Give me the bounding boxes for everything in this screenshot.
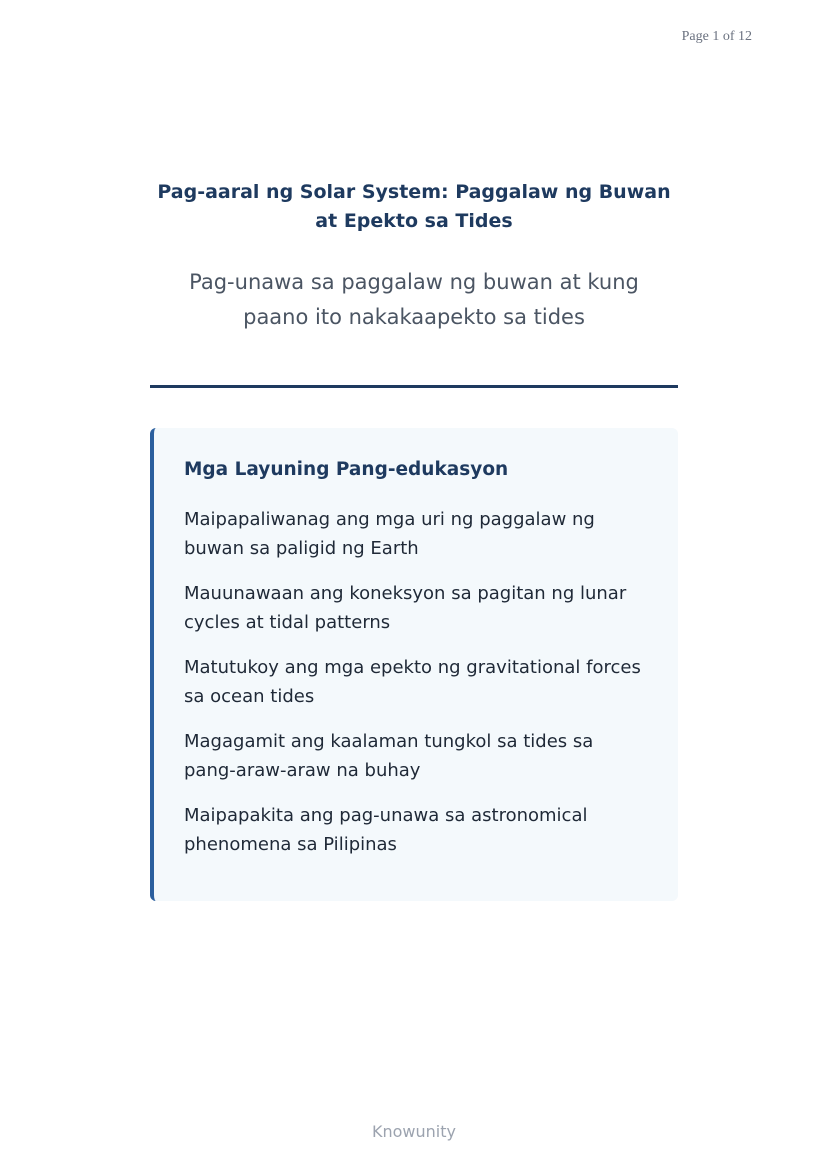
objective-item: Mauunawaan ang koneksyon sa pagitan ng lunar cycles at tidal patterns bbox=[184, 583, 627, 633]
page-number: Page 1 of 12 bbox=[681, 29, 752, 44]
page-title: Pag-aaral ng Solar System: Paggalaw ng Buwan at Epekto sa Tides bbox=[157, 181, 671, 232]
page-subtitle: Pag-unawa sa paggalaw ng buwan at kung paano ito nakakaapekto sa tides bbox=[189, 270, 639, 329]
objective-item: Magagamit ang kaalaman tungkol sa tides sa pang-araw-araw na buhay bbox=[184, 731, 594, 781]
objective-item: Maipapakita ang pag-unawa sa astronomical phenomena sa Pilipinas bbox=[184, 805, 588, 855]
objective-item: Matutukoy ang mga epekto ng gravitational forces sa ocean tides bbox=[184, 657, 641, 707]
objectives-box bbox=[150, 428, 678, 901]
objectives-heading: Mga Layuning Pang-edukasyon bbox=[184, 459, 509, 480]
footer-brand: Knowunity bbox=[372, 1122, 456, 1141]
objective-item: Maipapaliwanag ang mga uri ng paggalaw ng buwan sa paligid ng Earth bbox=[184, 509, 595, 559]
title-divider bbox=[150, 385, 678, 388]
